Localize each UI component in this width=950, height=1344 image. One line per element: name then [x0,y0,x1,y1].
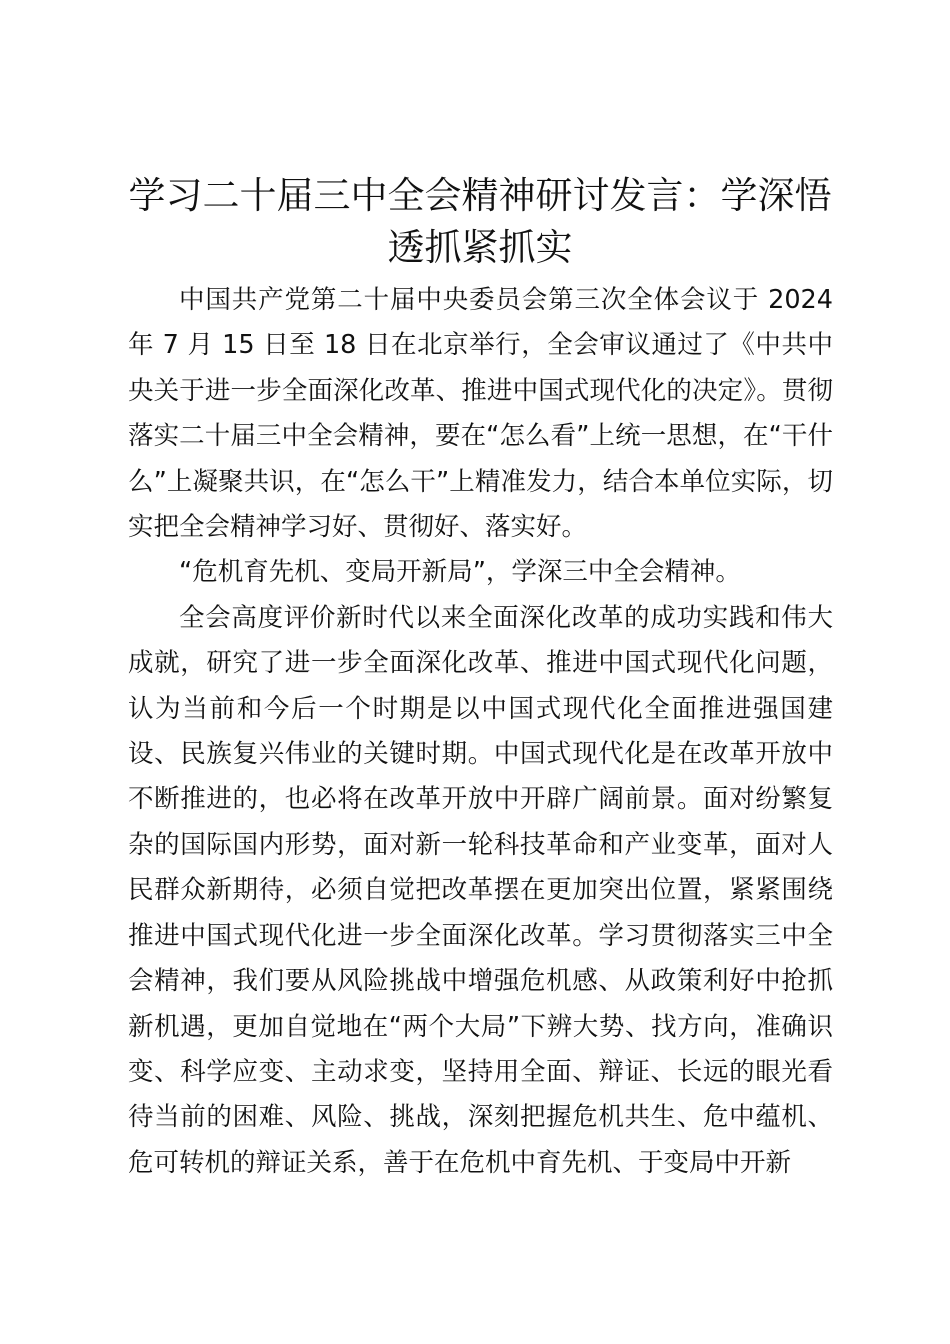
document-title: 学习二十届三中全会精神研讨发言：学深悟透抓紧抓实 [128,174,832,269]
paragraph-heading-1: “危机育先机、变局开新局”，学深三中全会精神。 [179,557,741,588]
paragraph-intro: 中国共产党第二十届中央委员会第三次全体会议于 2024 年 7 月 15 日至 18 日在北京举行，全会审议通过了《中共中央关于进一步全面深化改革、推进中国式现代化的决定》。贯彻落实二十届三中全会精神，要在“怎么看”上统一思想，在“干什么”上凝聚共识，在“怎么干”上精准发力，结合本单位实际，切实把全会精神学习好、贯彻好、落实好。 [128,285,833,543]
paragraph-section-1: 全会高度评价新时代以来全面深化改革的成功实践和伟大成就，研究了进一步全面深化改革、推进中国式现代化问题，认为当前和今后一个时期是以中国式现代化全面推进强国建设、民族复兴伟业的关键时期。中国式现代化是在改革开放中不断推进的，也必将在改革开放中开辟广阔前景。面对纷繁复杂的国际国内形势，面对新一轮科技革命和产业变革，面对人民群众新期待，必须自觉把改革摆在更加突出位置，紧紧围绕推进中国式现代化进一步全面深化改革。学习贯彻落实三中全会精神，我们要从风险挑战中增强危机感、从政策利好中抢抓新机遇，更加自觉地在“两个大局”下辨大势、找方向，准确识变、科学应变、主动求变，坚持用全面、辩证、长远的眼光看待当前的困难、风险、挑战，深刻把握危机共生、危中蕴机、危可转机的辩证关系，善于在危机中育先机、于变局中开新 [128,602,833,1178]
document-body [128,278,833,1186]
